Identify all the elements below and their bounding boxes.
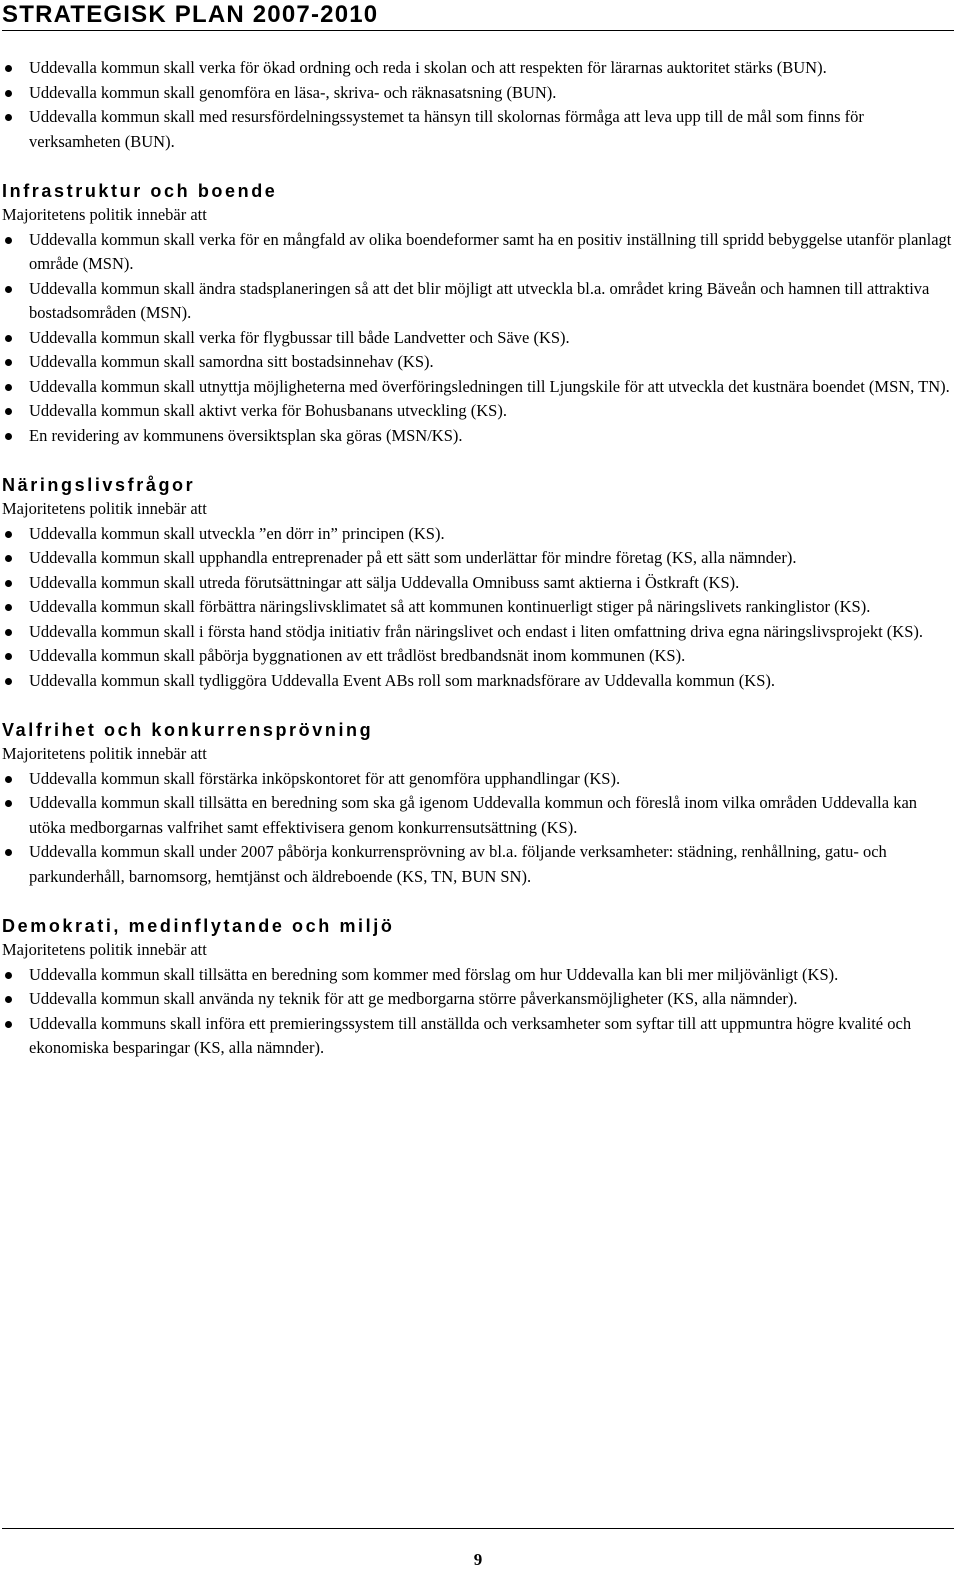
section-skola xyxy=(2,56,954,154)
list-item-text: Uddevalla kommun skall samordna sitt bostadsinnehav (KS). xyxy=(29,352,434,371)
bullet-icon xyxy=(5,604,12,611)
list-item-text: Uddevalla kommun skall verka för ökad ordning och reda i skolan och att respekten för lärarnas auktoritet stärks (BUN). xyxy=(29,58,827,77)
list-item xyxy=(2,767,954,792)
section-heading: Infrastruktur och boende xyxy=(2,181,278,201)
list-item xyxy=(2,326,954,351)
bullet-icon xyxy=(5,776,12,783)
bullet-icon xyxy=(5,800,12,807)
list-item-text: Uddevalla kommun skall använda ny teknik för att ge medborgarna större påverkansmöjligheter (KS, alla nämnder). xyxy=(29,989,798,1008)
page-header xyxy=(2,0,954,40)
bullet-icon xyxy=(5,849,12,856)
bullet-list xyxy=(2,228,954,449)
list-item xyxy=(2,620,954,645)
bullet-icon xyxy=(5,286,12,293)
section-demokrati xyxy=(2,914,954,1061)
list-item-text: Uddevalla kommun skall tillsätta en beredning som ska gå igenom Uddevalla kommun och föreslå inom vilka områden Uddevalla kan utöka medborgarnas valfrihet samt effektivisera genom konkurrensutsättning (KS). xyxy=(29,793,918,837)
list-item xyxy=(2,350,954,375)
bullet-icon xyxy=(5,359,12,366)
document-body xyxy=(2,56,954,1061)
section-intro: Majoritetens politik innebär att xyxy=(2,205,207,224)
header-divider xyxy=(2,30,954,31)
list-item-text: Uddevalla kommun skall ändra stadsplaneringen så att det blir möjligt att utveckla bl.a. området kring Bäveån och hamnen till attraktiva bostadsområden (MSN). xyxy=(29,278,930,322)
bullet-icon xyxy=(5,678,12,685)
list-item xyxy=(2,963,954,988)
bullet-list xyxy=(2,963,954,1061)
bullet-icon xyxy=(5,653,12,660)
section-heading: Valfrihet och konkurrensprövning xyxy=(2,720,374,740)
list-item xyxy=(2,644,954,669)
page-number: 9 xyxy=(473,1550,483,1569)
bullet-icon xyxy=(5,555,12,562)
bullet-icon xyxy=(5,90,12,97)
section-heading: Demokrati, medinflytande och miljö xyxy=(2,916,395,936)
list-item-text: Uddevalla kommun skall tillsätta en beredning som kommer med förslag om hur Uddevalla kan bli mer miljövänligt (KS). xyxy=(29,964,839,984)
bullet-icon xyxy=(5,433,12,440)
section-intro: Majoritetens politik innebär att xyxy=(2,940,207,959)
list-item-text: En revidering av kommunens översiktsplan ska göras (MSN/KS). xyxy=(29,425,463,445)
list-item-text: Uddevalla kommun skall förstärka inköpskontoret för att genomföra upphandlingar (KS). xyxy=(29,768,621,788)
footer-divider xyxy=(2,1528,954,1529)
list-item xyxy=(2,277,954,326)
list-item xyxy=(2,56,954,81)
section-naringsliv xyxy=(2,473,954,693)
bullet-icon xyxy=(5,237,12,244)
list-item xyxy=(2,1012,954,1061)
bullet-icon xyxy=(5,629,12,636)
list-item-text: Uddevalla kommun skall under 2007 påbörja konkurrensprövning av bl.a. följande verksamheter: städning, renhållning, gatu- och parkunderhåll, barnomsorg, hemtjänst och äldreboende (KS, TN, BUN SN). xyxy=(29,842,887,886)
section-heading: Näringslivsfrågor xyxy=(2,475,196,495)
bullet-icon xyxy=(5,335,12,342)
list-item xyxy=(2,105,954,154)
list-item xyxy=(2,669,954,694)
page-footer xyxy=(2,1528,954,1578)
list-item-text: Uddevalla kommun skall med resursfördelningssystemet ta hänsyn till skolornas förmåga att leva upp till de mål som finns för verksamheten (BUN). xyxy=(29,107,864,151)
list-item-text: Uddevalla kommun skall tydliggöra Uddevalla Event ABs roll som marknadsförare av Uddevalla kommun (KS). xyxy=(29,670,776,690)
list-item-text: Uddevalla kommun skall i första hand stödja initiativ från näringslivet och endast i liten omfattning driva egna näringslivsprojekt (KS). xyxy=(29,621,924,641)
list-item-text: Uddevalla kommun skall utveckla ”en dörr in” principen (KS). xyxy=(29,523,445,543)
list-item xyxy=(2,987,954,1012)
list-item-text: Uddevalla kommun skall förbättra näringslivsklimatet så att kommunen kontinuerligt stiger på näringslivets rankinglistor (KS). xyxy=(29,597,871,616)
list-item-text: Uddevalla kommun skall påbörja byggnationen av ett trådlöst bredbandsnät inom kommunen (KS). xyxy=(29,646,686,665)
bullet-icon xyxy=(5,65,12,72)
list-item xyxy=(2,81,954,106)
list-item-text: Uddevalla kommun skall genomföra en läsa-, skriva- och räknasatsning (BUN). xyxy=(29,82,557,102)
bullet-icon xyxy=(5,531,12,538)
document-title: STRATEGISK PLAN 2007-2010 xyxy=(2,1,379,28)
list-item-text: Uddevalla kommun skall utreda förutsättningar att sälja Uddevalla Omnibuss samt aktierna i Östkraft (KS). xyxy=(29,572,740,592)
list-item xyxy=(2,375,954,400)
bullet-icon xyxy=(5,114,12,121)
section-valfrihet xyxy=(2,718,954,889)
bullet-icon xyxy=(5,996,12,1003)
list-item xyxy=(2,546,954,571)
bullet-icon xyxy=(5,972,12,979)
list-item-text: Uddevalla kommun skall upphandla entreprenader på ett sätt som underlättar för mindre företag (KS, alla nämnder). xyxy=(29,548,797,567)
bullet-list xyxy=(2,522,954,694)
list-item xyxy=(2,399,954,424)
bullet-icon xyxy=(5,580,12,587)
section-intro: Majoritetens politik innebär att xyxy=(2,499,207,518)
list-item xyxy=(2,791,954,840)
list-item xyxy=(2,228,954,277)
list-item-text: Uddevalla kommun skall utnyttja möjligheterna med överföringsledningen till Ljungskile för att utveckla det kustnära boendet (MSN, TN). xyxy=(29,376,950,396)
bullet-icon xyxy=(5,1021,12,1028)
list-item xyxy=(2,595,954,620)
list-item xyxy=(2,522,954,547)
list-item-text: Uddevalla kommuns skall införa ett premieringssystem till anställda och verksamheter som syftar till att uppmuntra högre kvalité och ekonomiska besparingar (KS, alla nämnder). xyxy=(29,1013,912,1057)
list-item xyxy=(2,571,954,596)
bullet-list xyxy=(2,767,954,890)
list-item-text: Uddevalla kommun skall verka för en mångfald av olika boendeformer samt ha en positiv inställning till spridd bebyggelse utanför planlagt område (MSN). xyxy=(29,229,952,273)
bullet-list xyxy=(2,56,954,154)
list-item-text: Uddevalla kommun skall verka för flygbussar till både Landvetter och Säve (KS). xyxy=(29,327,570,347)
list-item xyxy=(2,840,954,889)
list-item xyxy=(2,424,954,449)
bullet-icon xyxy=(5,408,12,415)
section-intro: Majoritetens politik innebär att xyxy=(2,744,207,763)
bullet-icon xyxy=(5,384,12,391)
section-infrastruktur xyxy=(2,179,954,448)
list-item-text: Uddevalla kommun skall aktivt verka för Bohusbanans utveckling (KS). xyxy=(29,401,507,420)
